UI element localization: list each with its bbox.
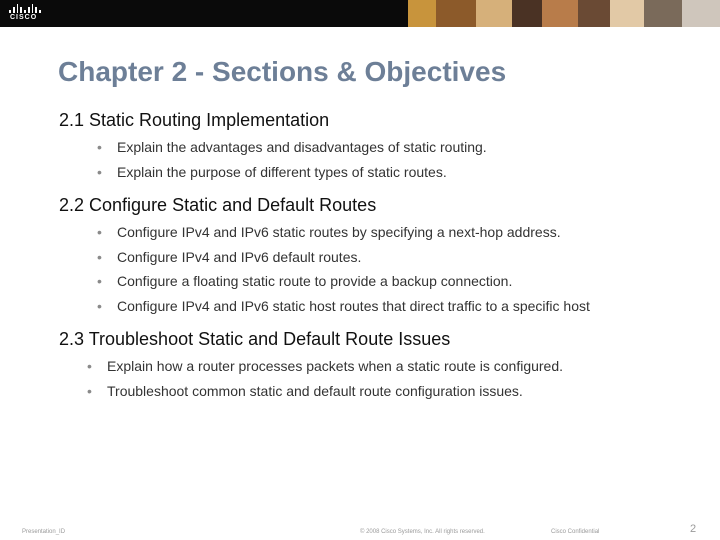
footer-copyright: © 2008 Cisco Systems, Inc. All rights reserved. [360,529,485,535]
bullet-icon: • [97,224,102,240]
bullet-text: Configure IPv4 and IPv6 static host routes that direct traffic to a specific host [117,298,590,314]
page-number: 2 [690,523,697,535]
bullet-icon: • [97,273,102,289]
bullet-icon: • [97,249,102,265]
bullet-text: Explain the purpose of different types of static routes. [117,164,447,180]
bullet-text: Configure a floating static route to provide a backup connection. [117,273,513,289]
bullet-text: Troubleshoot common static and default route configuration issues. [107,383,523,399]
bullet-text: Explain how a router processes packets when a static route is configured. [107,358,564,374]
bullet-text: Configure IPv4 and IPv6 static routes by specifying a next-hop address. [117,224,561,240]
bullet-icon: • [87,358,92,374]
section-heading-2-1: 2.1 Static Routing Implementation [59,110,330,130]
bullet-text: Configure IPv4 and IPv6 default routes. [117,249,362,265]
bullet-icon: • [87,383,92,399]
bullet-icon: • [97,139,102,155]
cisco-logo [9,4,43,24]
header-photo-strip [408,0,720,27]
section-heading-2-2: 2.2 Configure Static and Default Routes [59,195,377,215]
section-heading-2-3: 2.3 Troubleshoot Static and Default Route Issues [59,329,451,349]
footer-confidential: Cisco Confidential [551,529,600,535]
cisco-logo-text: CISCO [10,14,38,21]
bullet-text: Explain the advantages and disadvantages of static routing. [117,139,487,155]
header-bar [0,0,720,27]
cisco-bars-icon [9,4,41,13]
footer-presentation-id: Presentation_ID [22,529,66,535]
bullet-icon: • [97,298,102,314]
slide-title: Chapter 2 - Sections & Objectives [58,56,507,87]
bullet-icon: • [97,164,102,180]
